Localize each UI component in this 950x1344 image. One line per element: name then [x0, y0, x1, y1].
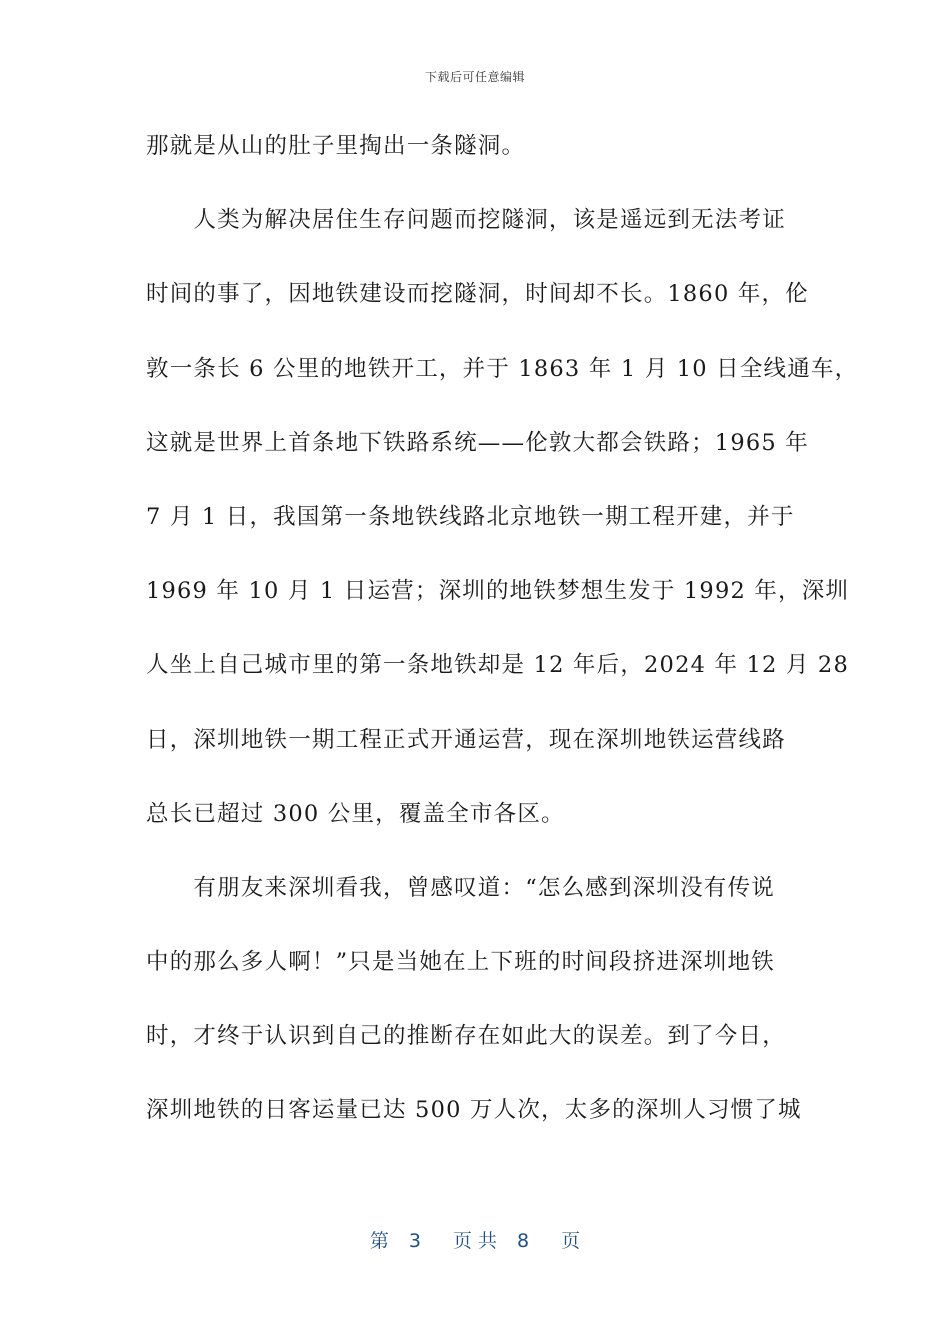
text-line: 那就是从山的肚子里掏出一条隧洞。 — [146, 133, 526, 159]
text-line: 深圳地铁的日客运量已达 500 万人次，太多的深圳人习惯了城 — [146, 1097, 802, 1124]
text-line: 1969 年 10 月 1 日运营；深圳的地铁梦想生发于 1992 年，深圳 — [146, 578, 850, 605]
text-line: 人类为解决居住生存问题而挖隧洞，该是遥远到无法考证 — [146, 207, 786, 234]
total-page-number: 8 — [517, 1230, 530, 1252]
text-line: 敦一条长 6 公里的地铁开工，并于 1863 年 1 月 10 日全线通车， — [146, 355, 859, 382]
body-text — [146, 122, 859, 1161]
footer-suffix: 页 — [561, 1230, 581, 1252]
footer-middle: 页 共 — [452, 1230, 498, 1252]
text-line: 时，才终于认识到自己的推断存在如此大的误差。到了今日， — [146, 1023, 786, 1050]
text-line: 7 月 1 日，我国第一条地铁线路北京地铁一期工程开建，并于 — [146, 503, 795, 530]
footer-prefix: 第 — [369, 1230, 389, 1252]
text-line: 人坐上自己城市里的第一条地铁却是 12 年后，2024 年 12 月 28 — [146, 652, 849, 679]
page-footer — [0, 1226, 950, 1253]
page-header: 下载后可任意编辑 — [424, 70, 525, 84]
current-page-number: 3 — [408, 1230, 421, 1252]
text-line: 中的那么多人啊！”只是当她在上下班的时间段挤进深圳地铁 — [146, 949, 775, 976]
text-line: 这就是世界上首条地下铁路系统——伦敦大都会铁路；1965 年 — [146, 429, 809, 456]
text-line: 有朋友来深圳看我，曾感叹道：“怎么感到深圳没有传说 — [146, 874, 775, 901]
text-line: 总长已超过 300 公里，覆盖全市各区。 — [146, 800, 565, 827]
text-line: 时间的事了，因地铁建设而挖隧洞，时间却不长。1860 年，伦 — [146, 281, 809, 308]
text-line: 日，深圳地铁一期工程正式开通运营，现在深圳地铁运营线路 — [146, 726, 786, 753]
